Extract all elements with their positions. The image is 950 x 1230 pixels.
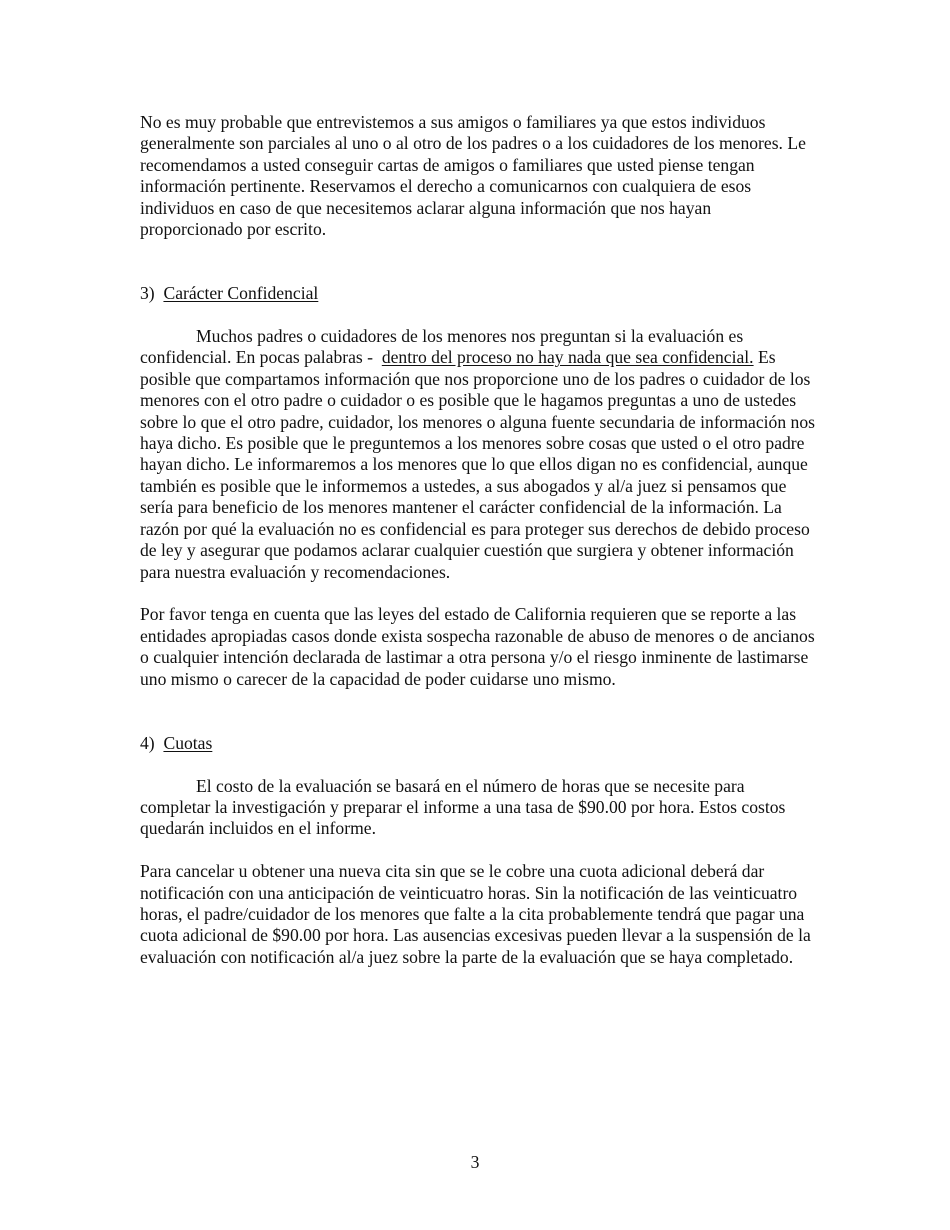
section-4-number: 4): [140, 732, 155, 753]
intro-paragraph: No es muy probable que entrevistemos a sus amigos o familiares ya que estos individuos generalmente son parciales al uno o al otro de los padres o a los cuidadores de los menores. Le recomendamos a usted conseguir cartas de amigos o familiares que usted piense tengan información pertinente. Reservamos el derecho a comunicarnos con cualquiera de esos individuos en caso de que necesitemos aclarar alguna información que nos hayan proporcionado por escrito.: [140, 112, 806, 240]
section-3-paragraph-2: Por favor tenga en cuenta que las leyes del estado de California requieren que se reporte a las entidades apropiadas casos donde exista sospecha razonable de abuso de menores o de ancianos o cualquier intención declarada de lastimar a otra persona y/o el riesgo inminente de lastimarse uno mismo o carecer de la capacidad de poder cuidarse uno mismo.: [140, 604, 815, 689]
section-3-p1-rest: Es posible que compartamos información que nos proporcione uno de los padres o cuidador de los menores con el otro padre o cuidador o es posible que le hagamos preguntas a uno de ustedes sobre lo que el otro padre, cuidador, los menores o alguna fuente secundaria de información nos haya dicho. Es posible que le preguntemos a los menores sobre cosas que usted o el otro padre hayan dicho. Le informaremos a los menores que lo que ellos digan no es confidencial, aunque también es posible que le informemos a ustedes, a sus abogados y al/a juez si pensamos que sería para beneficio de los menores mantener el carácter confidencial de la información. La razón por qué la evaluación no es confidencial es para proteger sus derechos de debido proceso de ley y asegurar que podamos aclarar cualquier cuestión que surgiera y obtener información para nuestra evaluación y recomendaciones.: [140, 347, 815, 582]
page-number: 3: [470, 1152, 480, 1172]
section-3-p1-underlined: dentro del proceso no hay nada que sea confidencial.: [381, 347, 754, 368]
section-4-paragraph-2: Para cancelar u obtener una nueva cita sin que se le cobre una cuota adicional deberá dar notificación con una anticipación de veinticuatro horas. Sin la notificación de las veinticuatro horas, el padre/cuidador de los menores que falte a la cita probablemente tendrá que pagar una cuota adicional de $90.00 por hora. Las ausencias excesivas pueden llevar a la suspensión de la evaluación con notificación al/a juez sobre la parte de la evaluación que se haya completado.: [140, 861, 811, 967]
section-3-p1-lead: Muchos padres o cuidadores de los menores nos preguntan si la evaluación es confidencial. En pocas palabras -: [140, 326, 744, 368]
section-3-number: 3): [140, 283, 155, 304]
section-3-title: Carácter Confidencial: [163, 283, 319, 304]
section-3-heading: [140, 283, 815, 304]
section-4-title: Cuotas: [163, 732, 213, 753]
section-3-paragraph-1: [140, 326, 815, 583]
section-4-paragraph-1: El costo de la evaluación se basará en el número de horas que se necesite para completar la investigación y preparar el informe a una tasa de $90.00 por hora. Estos costos quedarán incluidos en el informe.: [140, 775, 786, 839]
section-4-heading: [140, 733, 815, 754]
page-body: [140, 112, 815, 968]
